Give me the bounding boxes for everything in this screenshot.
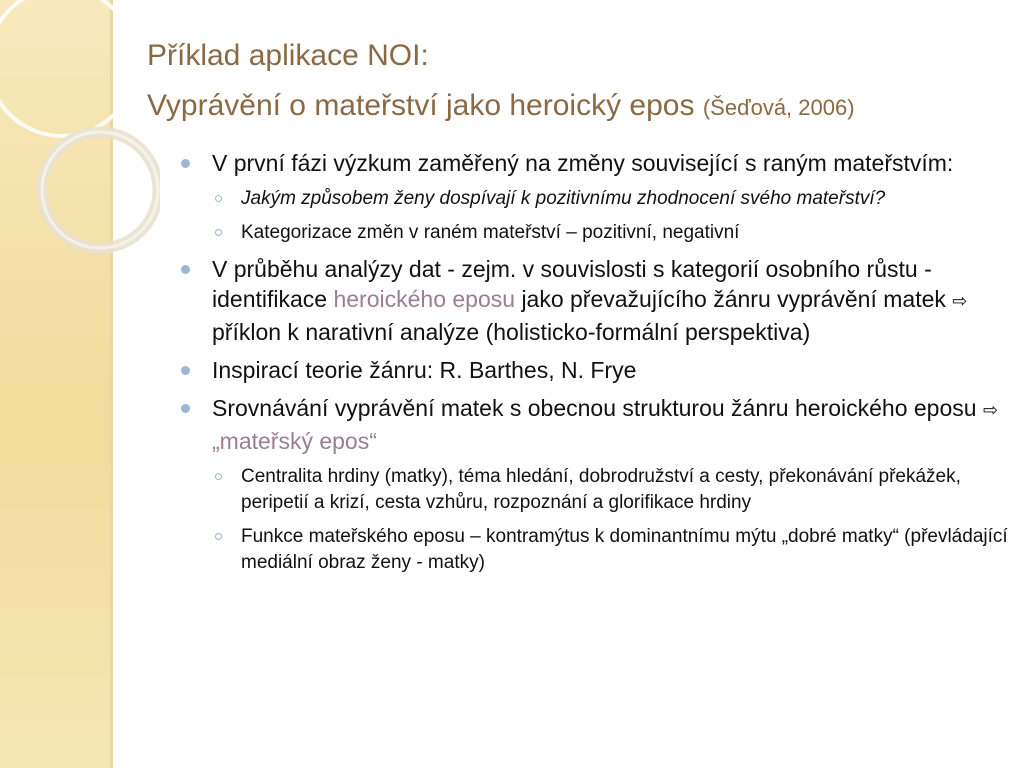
bullet-item-3 [178,355,1014,385]
highlight-heroic-epos: heroického eposu [333,286,516,312]
bullet-dot-icon [181,159,190,168]
highlight-maternal-epos: „mateřský epos“ [212,428,377,454]
bullet-text: Inspirací teorie žánru: R. Barthes, N. Frye [212,357,637,383]
bullet-dot-icon [181,366,190,375]
bullet-item-4 [178,393,1014,456]
sub-bullet-text: Funkce mateřského eposu – kontramýtus k dominantnímu mýtu „dobré matky“ (převládající mediální obraz ženy - matky) [241,526,1008,573]
bullet-item-2 [178,254,1014,347]
bullet-item-1 [178,148,1014,178]
decorative-circles [0,0,160,300]
sub-bullet-text: Centralita hrdiny (matky), téma hledání, dobrodružství a cesty, překonávání překážek, peripetií a krizí, cesta vzhůru, rozpoznání a glorifikace hrdiny [241,466,961,513]
right-arrow-icon: ⇨ [952,291,968,312]
bullet-dot-icon [181,404,190,413]
sub-bullet-text: Jakým způsobem ženy dospívají k pozitivnímu zhodnocení svého mateřství? [241,188,886,209]
sub-bullet-text: Kategorizace změn v raném mateřství – pozitivní, negativní [241,222,740,243]
bullet-text: V první fázi výzkum zaměřený na změny související s raným mateřstvím: [212,150,954,176]
slide-title-citation: (Šeďová, 2006) [702,95,855,120]
sub-bullet-circle-icon [215,473,222,480]
slide-title-main: Vyprávění o mateřství jako heroický epos [147,89,695,122]
sub-bullet-circle-icon [215,533,222,540]
right-arrow-icon: ⇨ [982,400,999,421]
bullet-list [178,148,1014,584]
sub-bullet-circle-icon [215,195,222,202]
bullet-text-part-1: V průběhu analýzy dat - zejm. v souvislosti s kategorií osobního růstu - identifikace [212,256,932,312]
bullet-dot-icon [181,265,190,274]
sub-bullet-item-4-2 [212,524,1014,576]
sub-bullet-item-4-1 [212,464,1014,516]
sub-bullet-item-1-2 [212,220,1014,246]
slide-title-line-2 [147,88,855,126]
sub-bullet-circle-icon [215,229,222,236]
bullet-text-part-1: Srovnávání vyprávění matek s obecnou strukturou žánru heroického eposu [212,395,977,421]
bullet-text-part-2: jako převažujícího žánru vyprávění matek [521,286,946,312]
bullet-text-part-3: příklon k narativní analýze (holisticko-formální perspektiva) [212,319,811,345]
slide-title-line-1: Příklad aplikace NOI: [147,39,429,72]
sub-bullet-item-1-1 [212,186,1014,212]
